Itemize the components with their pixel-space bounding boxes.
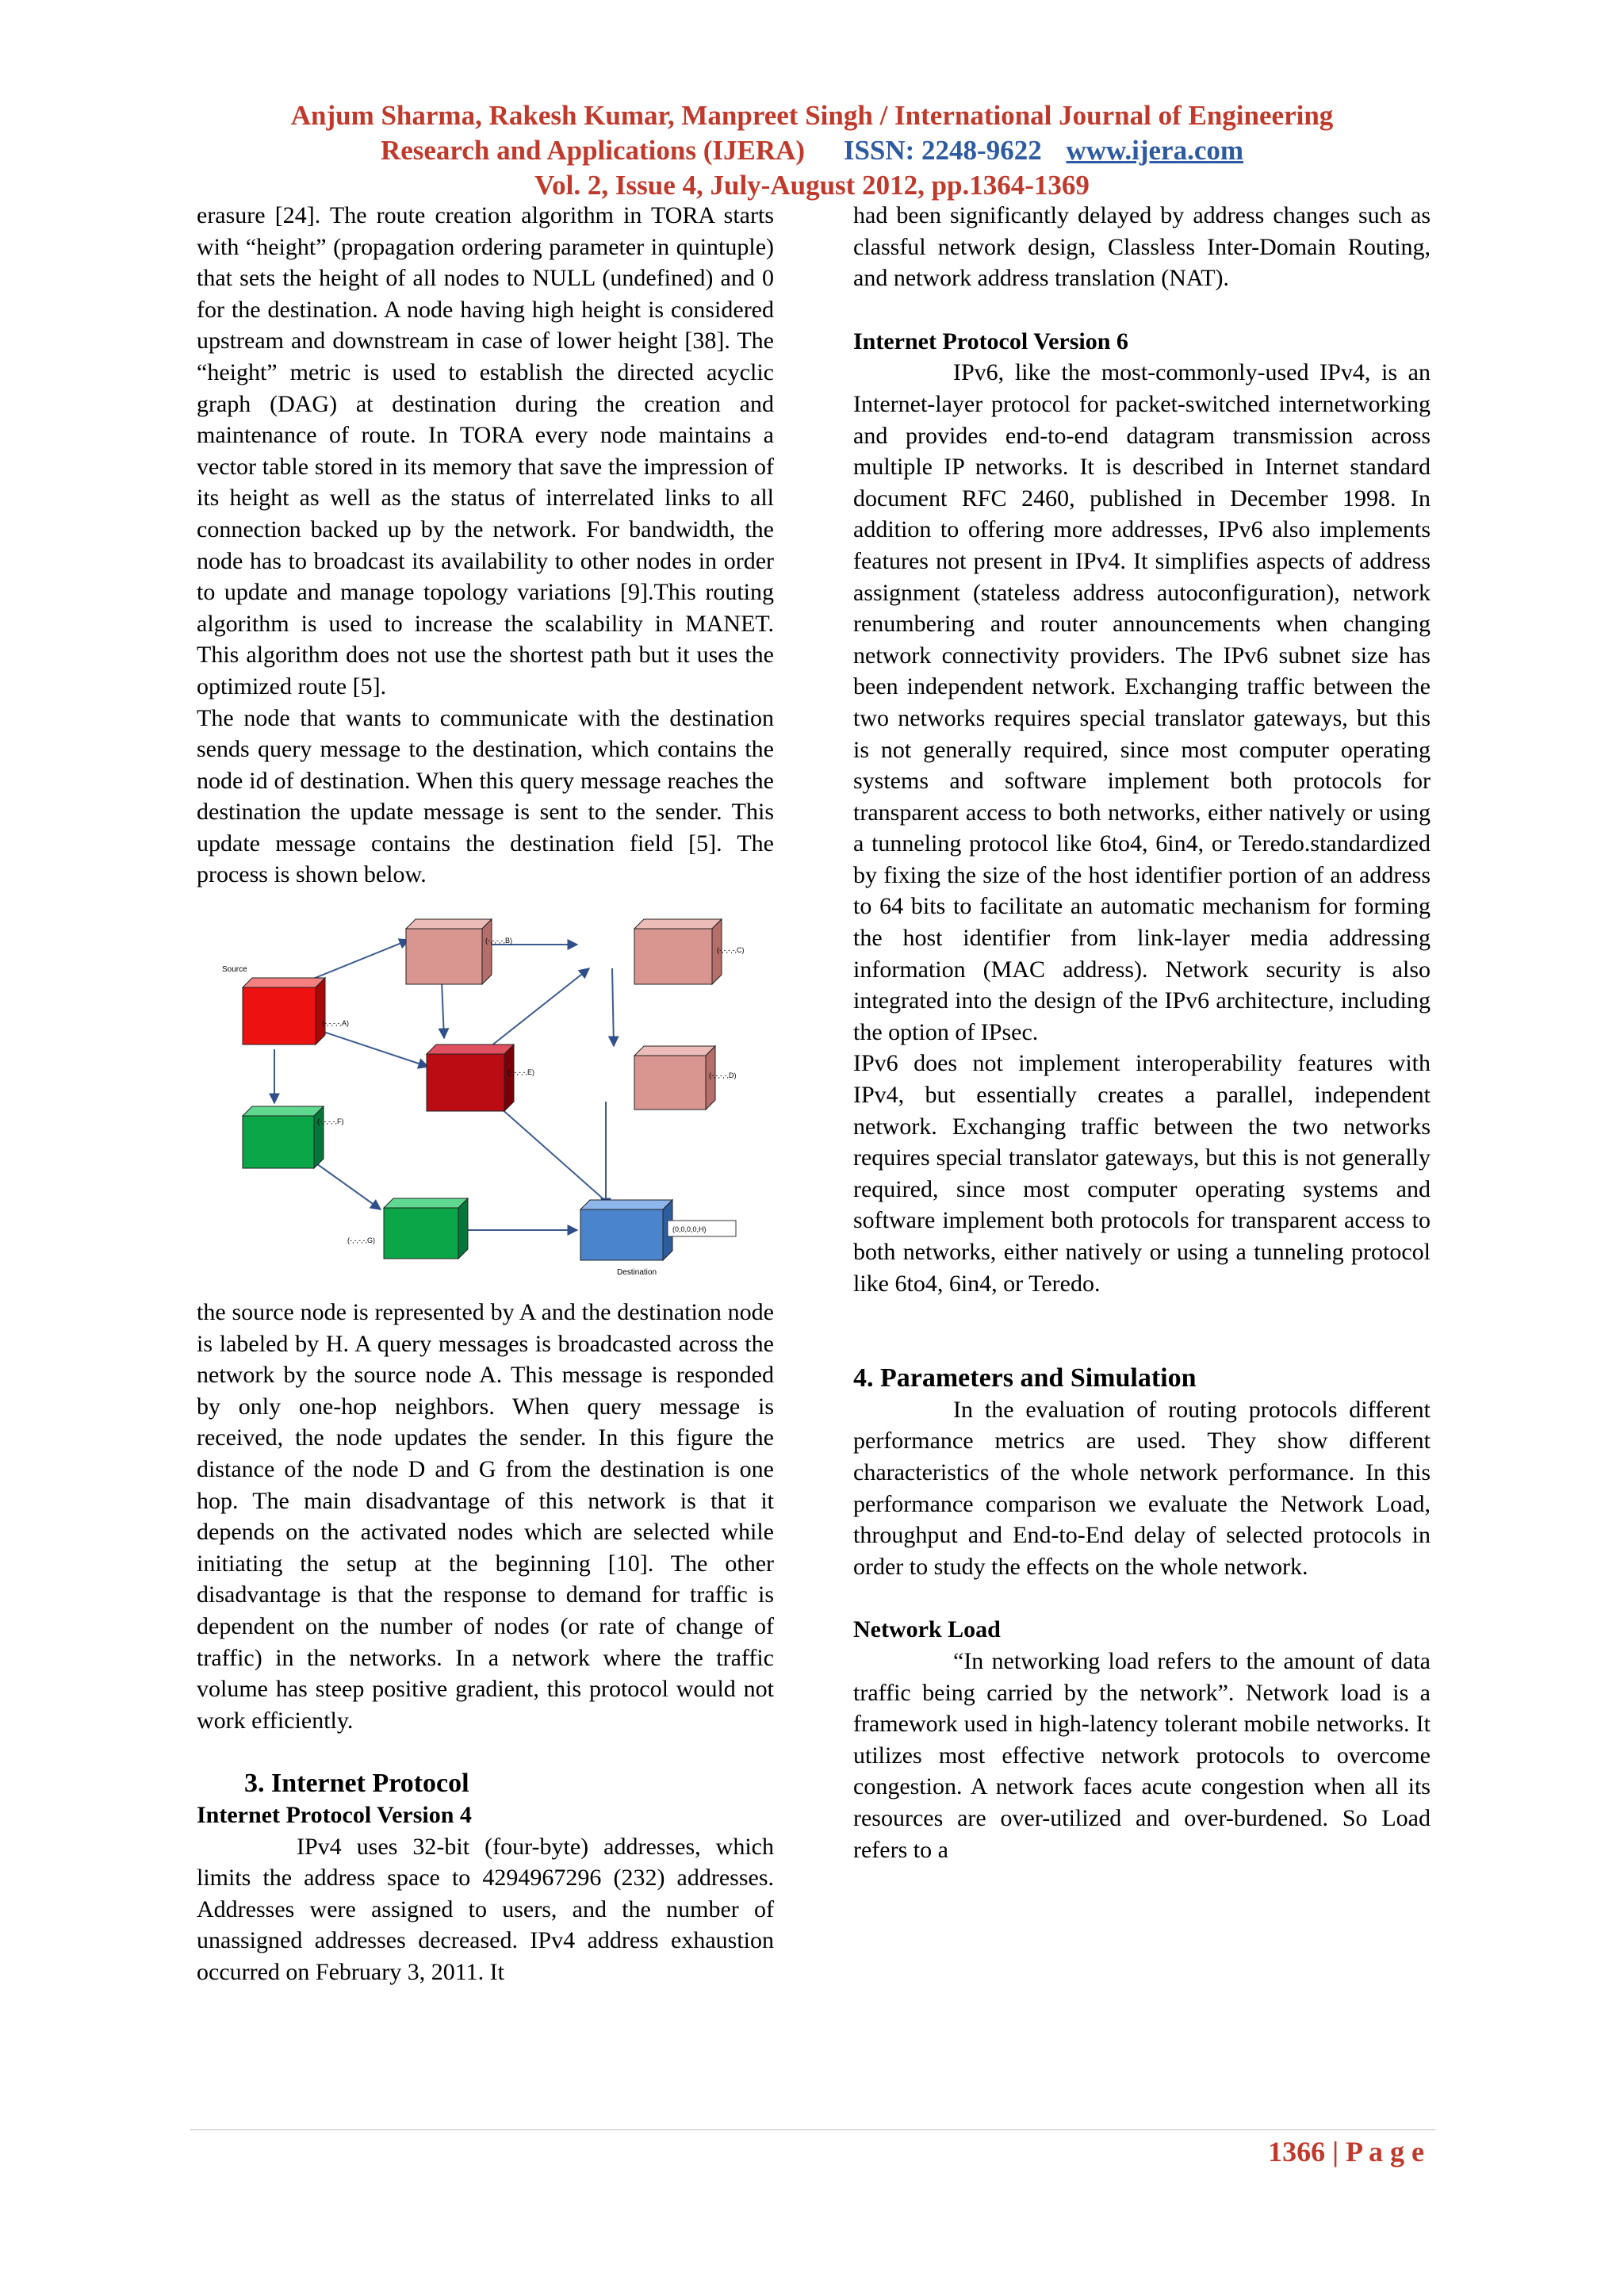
label-g: (-,-,-,-,G) xyxy=(347,1236,375,1245)
network-load-paragraph: “In networking load refers to the amount of data traffic being carried by the network”. Network load is a framework used in high-latency tolerant mobile networks. It utilizes most effective network protocols to overcome congestion. A network faces acute congestion when all its resources are over-utilized and over-burdened. So Load refers to a xyxy=(853,1647,1431,1863)
section-3-heading: 3. Internet Protocol xyxy=(244,1769,469,1799)
node-h-destination xyxy=(580,1200,672,1260)
left-paragraph-2: The node that wants to communicate with the destination sends query message to the destination, which contains the node id of destination. When this query message reaches the destination the update message is sent to the sender. This update message contains the destination field [5]. The process is shown below. xyxy=(197,704,774,888)
label-e: (-,-,-,-,E) xyxy=(508,1068,534,1077)
node-d xyxy=(634,1046,715,1110)
ipv6-paragraph-2: IPv6 does not implement interoperability features with IPv4, but essentially creates a parallel, independent network. Exchanging traffic between the two networks requires special translator gateways, but this is not generally required, since most computer operating systems and software implement both protocols for transparent access to both networks, either natively or using a tunneling protocol like 6to4, 6in4, or Teredo. xyxy=(853,1050,1431,1297)
label-d: (-,-,-,-,D) xyxy=(709,1071,737,1080)
ipv6-paragraph-1: IPv6, like the most-commonly-used IPv4, is an Internet-layer protocol for packet-switched internetworking and provides end-to-end datagram transmission across multiple IP networks. It is described in Internet standard document RFC 2460, published in December 1998. In addition to offering more addresses, IPv6 also implements features not present in IPv4. It simplifies aspects of address assignment (stateless address autoconfiguration), network renumbering and router announcements when changing network connectivity providers. The IPv6 subnet size has been independent network. Exchanging traffic between the two networks requires special translator gateways, but this is not generally required, since most computer operating systems and software implement both protocols for transparent access to both networks, either natively or using a tunneling protocol like 6to4, 6in4, or Teredo.standardized by fixing the size of the host identifier portion of an address to 64 bits to facilitate an automatic mechanism for forming the host identifier from link-layer media addressing information (MAC address). Network security is also integrated into the design of the IPv6 architecture, including the option of IPsec. xyxy=(853,359,1431,1045)
left-paragraph-1: erasure [24]. The route creation algorithm in TORA starts with “height” (propagation ordering parameter in quintuple) that sets the height of all nodes to NULL (undefined) and 0 for the destination. A node having high height is considered upstream and downstream in case of lower height [38]. The “height” metric is used to establish the directed acyclic graph (DAG) at destination during the creation and maintenance of route. In TORA every node maintains a vector table stored in its memory that save the impression of its height as well as the status of interrelated links to all connection backed up by the network. For bandwidth, the node has to broadcast its availability to other nodes in order to update and manage topology variations [9].This routing algorithm is used to increase the scalability in MANET. This algorithm does not use the shortest path but it uses the optimized route [5]. xyxy=(197,202,774,700)
ipv6-heading: Internet Protocol Version 6 xyxy=(853,328,1128,355)
footer-divider xyxy=(190,2129,1435,2130)
node-f xyxy=(243,1106,324,1168)
header-issn: ISSN: 2248-9622 xyxy=(843,135,1042,166)
edge-e-c xyxy=(487,968,589,1049)
header-volume: Vol. 2, Issue 4, July-August 2012, pp.1364-1369 xyxy=(534,170,1090,201)
destination-label: Destination xyxy=(617,1268,657,1278)
header-journal-line xyxy=(0,133,1624,168)
section-4-heading: 4. Parameters and Simulation xyxy=(853,1363,1197,1393)
journal-header xyxy=(0,98,1624,203)
header-journal-name: Research and Applications (IJERA) xyxy=(380,135,806,166)
label-c: (-,-,-,-,C) xyxy=(717,946,745,955)
right-column xyxy=(853,200,1431,1865)
label-b: (-,-,-,-,B) xyxy=(485,937,512,945)
section-4-paragraph: In the evaluation of routing protocols different performance metrics are used. They show different characteristics of the whole network performance. In this performance comparison we evaluate the Network Load, throughput and End-to-End delay of selected protocols in order to study the effects on the whole network. xyxy=(853,1396,1431,1580)
network-load-heading: Network Load xyxy=(853,1616,1001,1643)
header-authors: Anjum Sharma, Rakesh Kumar, Manpreet Singh / International Journal of Engineering xyxy=(290,100,1334,131)
left-paragraph-3: the source node is represented by A and the destination node is labeled by H. A query messages is broadcasted across the network by the source node A. This message is responded by only one-hop neighbors. When query message is received, the node updates the sender. In this figure the distance of the node D and G from the destination is one hop. The main disadvantage of this network is that it depends on the activated nodes which are selected while initiating the setup at the beginning [10]. The other disadvantage is that the response to demand for traffic is dependent on the number of nodes (or rate of change of traffic) in the networks. In a network where the traffic volume has steep positive gradient, this protocol would not work efficiently. xyxy=(197,1299,774,1734)
label-h: (0,0,0,0,H) xyxy=(672,1225,707,1234)
label-a: (-,-,-,-,A) xyxy=(322,1019,349,1028)
node-g xyxy=(384,1198,468,1259)
node-b xyxy=(406,919,492,984)
edge-c-d xyxy=(612,968,614,1046)
header-website-link[interactable]: www.ijera.com xyxy=(1066,135,1244,166)
left-column xyxy=(197,200,774,1988)
node-e xyxy=(427,1045,514,1111)
source-label: Source xyxy=(222,965,247,975)
node-a-source xyxy=(243,978,325,1045)
right-paragraph-1: had been significantly delayed by address changes such as classful network design, Classless Inter-Domain Routing, and network address translation (NAT). xyxy=(853,202,1431,292)
tora-network-figure xyxy=(197,899,772,1284)
label-f: (-,-,-,-,F) xyxy=(317,1117,344,1126)
ipv4-heading: Internet Protocol Version 4 xyxy=(197,1801,472,1828)
ipv4-paragraph: IPv4 uses 32-bit (four-byte) addresses, which limits the address space to 4294967296 (232) addresses. Addresses were assigned to users, and the number of unassigned addresses decreased. IPv4 address exhaustion occurred on February 3, 2011. It xyxy=(197,1833,774,1985)
page-number: 1366 | P a g e xyxy=(1268,2136,1424,2168)
node-c xyxy=(634,919,722,984)
